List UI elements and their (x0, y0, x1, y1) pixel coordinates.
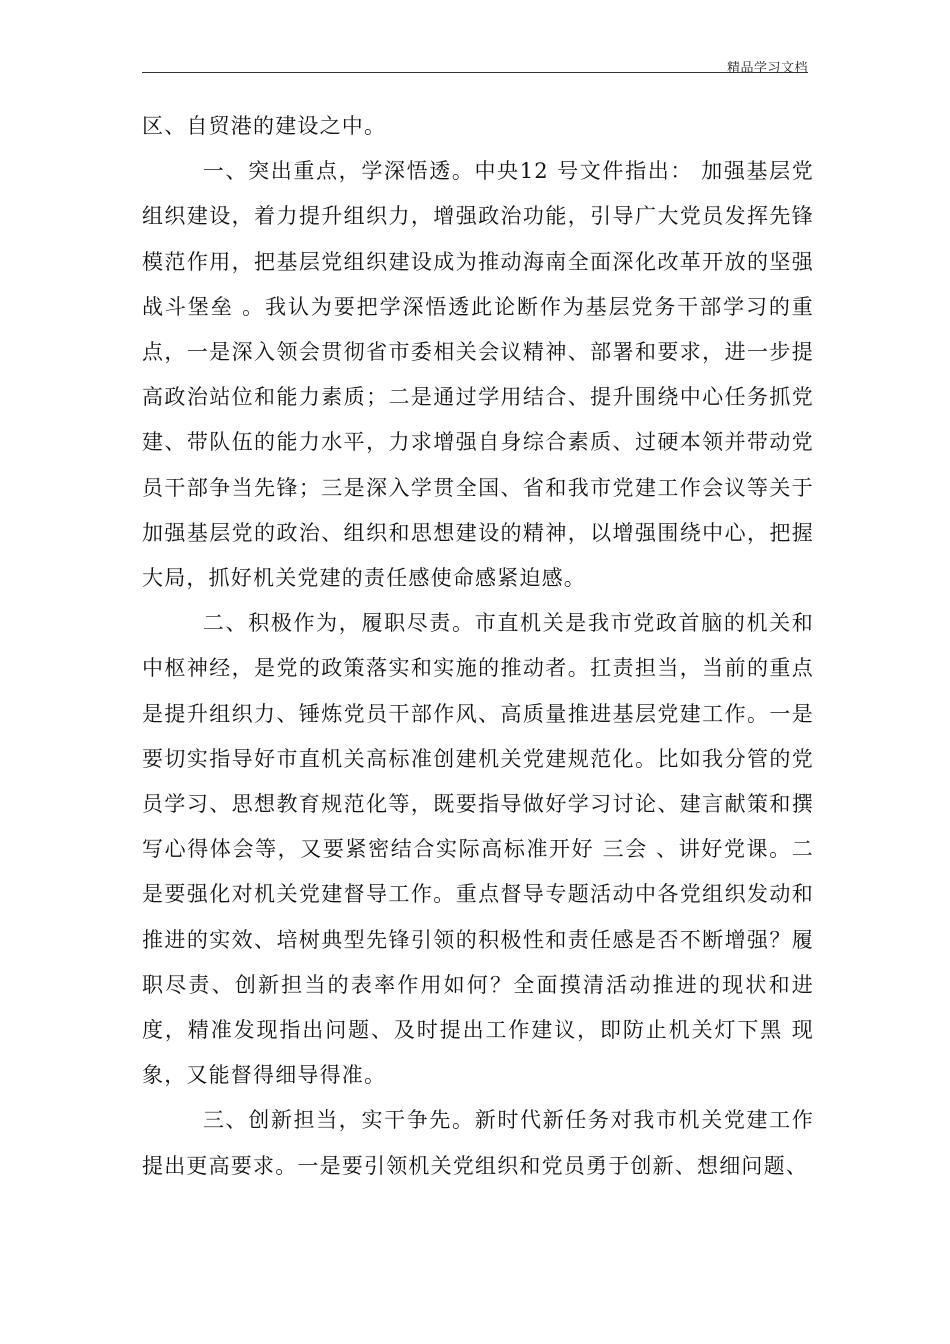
paragraph-section-three: 三、创新担当，实干争先。新时代新任务对我市机关党建工作提出更高要求。一是要引领机关党组织和党员勇于创新、想细问题、 (142, 1108, 814, 1178)
header-rule (142, 72, 808, 73)
header-label: 精品学习文档 (726, 61, 808, 76)
paragraph-continuation: 区、自贸港的建设之中。 (142, 114, 387, 138)
paragraph-section-one: 一、突出重点，学深悟透。中央12 号文件指出： 加强基层党组织建设，着力提升组织力，增强政治功能，引导广大党员发挥先锋模范作用，把基层党组织建设成为推动海南全面深化改革开放的坚强战斗堡垒 。我认为要把学深悟透此论断作为基层党务干部学习的重点，一是深入领会贯彻省市委相关会议精神、部署和要求，进一步提高政治站位和能力素质；二是通过学用结合、提升围绕中心任务抓党建、带队伍的能力水平，力求增强自身综合素质、过硬本领并带动党员干部争当先锋；三是深入学贯全国、省和我市党建工作会议等关于加强基层党的政治、组织和思想建设的精神，以增强围绕中心，把握大局，抓好机关党建的责任感使命感紧迫感。 (142, 159, 814, 591)
paragraph-section-two: 二、积极作为，履职尽责。市直机关是我市党政首脑的机关和中枢神经，是党的政策落实和实施的推动者。扛责担当，当前的重点是提升组织力、锤炼党员干部作风、高质量推进基层党建工作。一是要切实指导好市直机关高标准创建机关党建规范化。比如我分管的党员学习、思想教育规范化等，既要指导做好学习讨论、建言献策和撰写心得体会等，又要紧密结合实际高标准开好 三会 、讲好党课。二是要强化对机关党建督导工作。重点督导专题活动中各党组织发动和推进的实效、培树典型先锋引领的积极性和责任感是否不断增强？履职尽责、创新担当的表率作用如何？全面摸清活动推进的现状和进度，精准发现指出问题、及时提出工作建议，即防止机关灯下黑 现象，又能督得细导得准。 (142, 611, 814, 1088)
document-body (142, 104, 814, 1189)
